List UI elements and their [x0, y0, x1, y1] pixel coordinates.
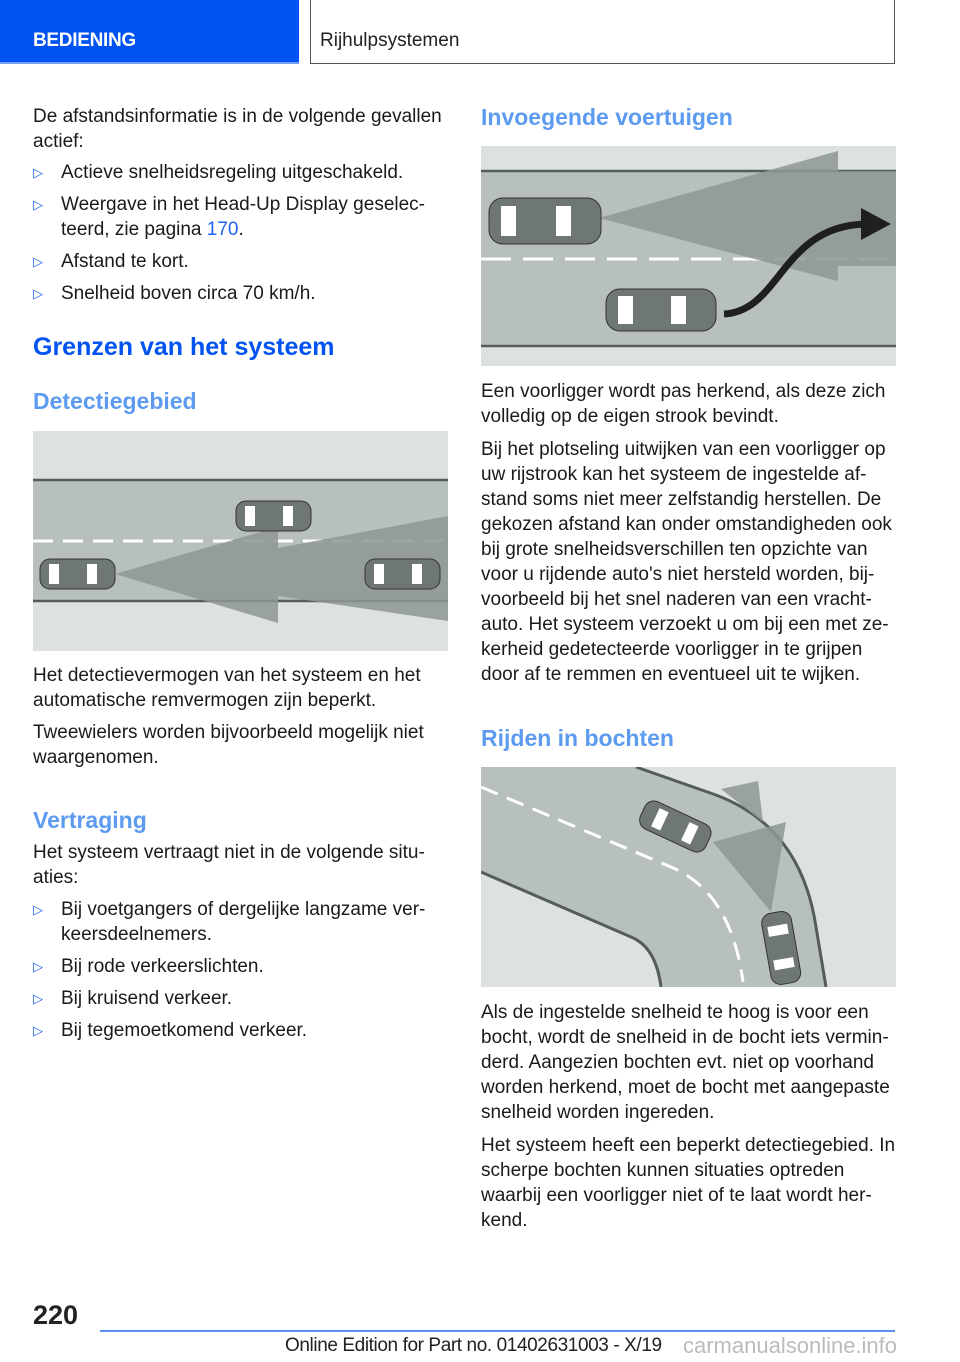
deceleration-paragraph: Het systeem vertraagt niet in de volgende situaties: [33, 842, 425, 888]
heading-detection-area: Detectiegebied [33, 388, 197, 414]
deceleration-list [33, 897, 448, 1043]
cornering-paragraph-2: Het systeem heeft een beperkt detectiegebied. In scherpe bochten kunnen situaties optreden waarbij een voorligger niet of te laat wordt herkend. [481, 1135, 896, 1231]
list-item: ▷ Bij tegemoetkomend verkeer. [33, 1020, 308, 1041]
edition-text: Online Edition for Part no. 01402631003 - X/19 [285, 1335, 662, 1356]
list-item: ▷ Weergave in het Head-Up Display geselecteerd, zie pagina 170. [33, 194, 425, 240]
list-item: ▷ Afstand te kort. [33, 251, 189, 272]
cornering-illustration [481, 767, 896, 987]
heading-cornering: Rijden in bochten [481, 725, 674, 751]
page-number: 220 [33, 1300, 79, 1330]
list-item: ▷ Snelheid boven circa 70 km/h. [33, 283, 316, 304]
triangle-bullet-icon: ▷ [33, 254, 43, 269]
triangle-bullet-icon: ▷ [33, 1023, 43, 1038]
chapter-label: Rijhulpsystemen [320, 30, 460, 51]
heading-system-limits: Grenzen van het systeem [33, 333, 335, 361]
triangle-bullet-icon: ▷ [33, 902, 43, 917]
cornering-paragraph-1: Als de ingestelde snelheid te hoog is voor een bocht, wordt de snelheid in de bocht iets verminderd. Aangezien bochten evt. niet op voorhand worden herkend, moet de bocht met aangepaste snelheid worden ingereden. [481, 1002, 890, 1123]
detection-paragraph-1: Het detectievermogen van het systeem en het automatische remvermogen zijn beperkt. [33, 665, 421, 711]
merging-paragraph-1: Een voorligger wordt pas herkend, als deze zich volledig op de eigen strook bevindt. [481, 381, 886, 427]
intro-paragraph: De afstandsinformatie is in de volgende gevallen actief: [33, 106, 442, 152]
section-label: BEDIENING [33, 30, 136, 51]
triangle-bullet-icon: ▷ [33, 165, 43, 180]
merging-vehicles-illustration [481, 146, 896, 366]
detection-area-illustration [33, 431, 448, 651]
car-icon [489, 198, 601, 244]
triangle-bullet-icon: ▷ [33, 959, 43, 974]
watermark: carmanualsonline.info [683, 1333, 898, 1358]
footer-divider [100, 1330, 895, 1332]
detection-paragraph-2: Tweewielers worden bijvoorbeeld mogelijk niet waargenomen. [33, 722, 424, 768]
triangle-bullet-icon: ▷ [33, 991, 43, 1006]
list-item: ▷ Actieve snelheidsregeling uitgeschakeld. [33, 162, 404, 183]
car-icon [236, 501, 311, 531]
list-item: ▷ Bij rode verkeerslichten. [33, 956, 264, 977]
section-tab [0, 0, 299, 64]
triangle-bullet-icon: ▷ [33, 286, 43, 301]
heading-merging-vehicles: Invoegende voertuigen [481, 104, 733, 130]
chapter-header [310, 0, 895, 64]
heading-deceleration: Vertraging [33, 807, 147, 833]
list-item: ▷ Bij kruisend verkeer. [33, 988, 233, 1009]
list-item: ▷ Bij voetgangers of dergelijke langzame verkeersdeelnemers. [33, 899, 426, 945]
triangle-bullet-icon: ▷ [33, 197, 43, 212]
car-icon [40, 559, 115, 589]
merging-paragraph-2: Bij het plotseling uitwijken van een voorligger op uw rijstrook kan het systeem de ingestelde afstand soms niet meer zelfstandig herstellen. De gekozen afstand kan onder omstandigheden ook bij grote snelheidsverschillen ten opzichte van voor u rijdende auto's niet hersteld worden, bijvoorbeeld bij het snel naderen van een vrachtauto. Het systeem verzoekt u om bij een met zekerheid gedetecteerde voorligger in te grijpen door af te remmen en eventueel uit te wijken. [481, 439, 892, 685]
car-icon [606, 289, 716, 331]
page-link[interactable]: 170 [206, 219, 239, 240]
car-icon [365, 559, 440, 589]
intro-list [33, 160, 448, 306]
